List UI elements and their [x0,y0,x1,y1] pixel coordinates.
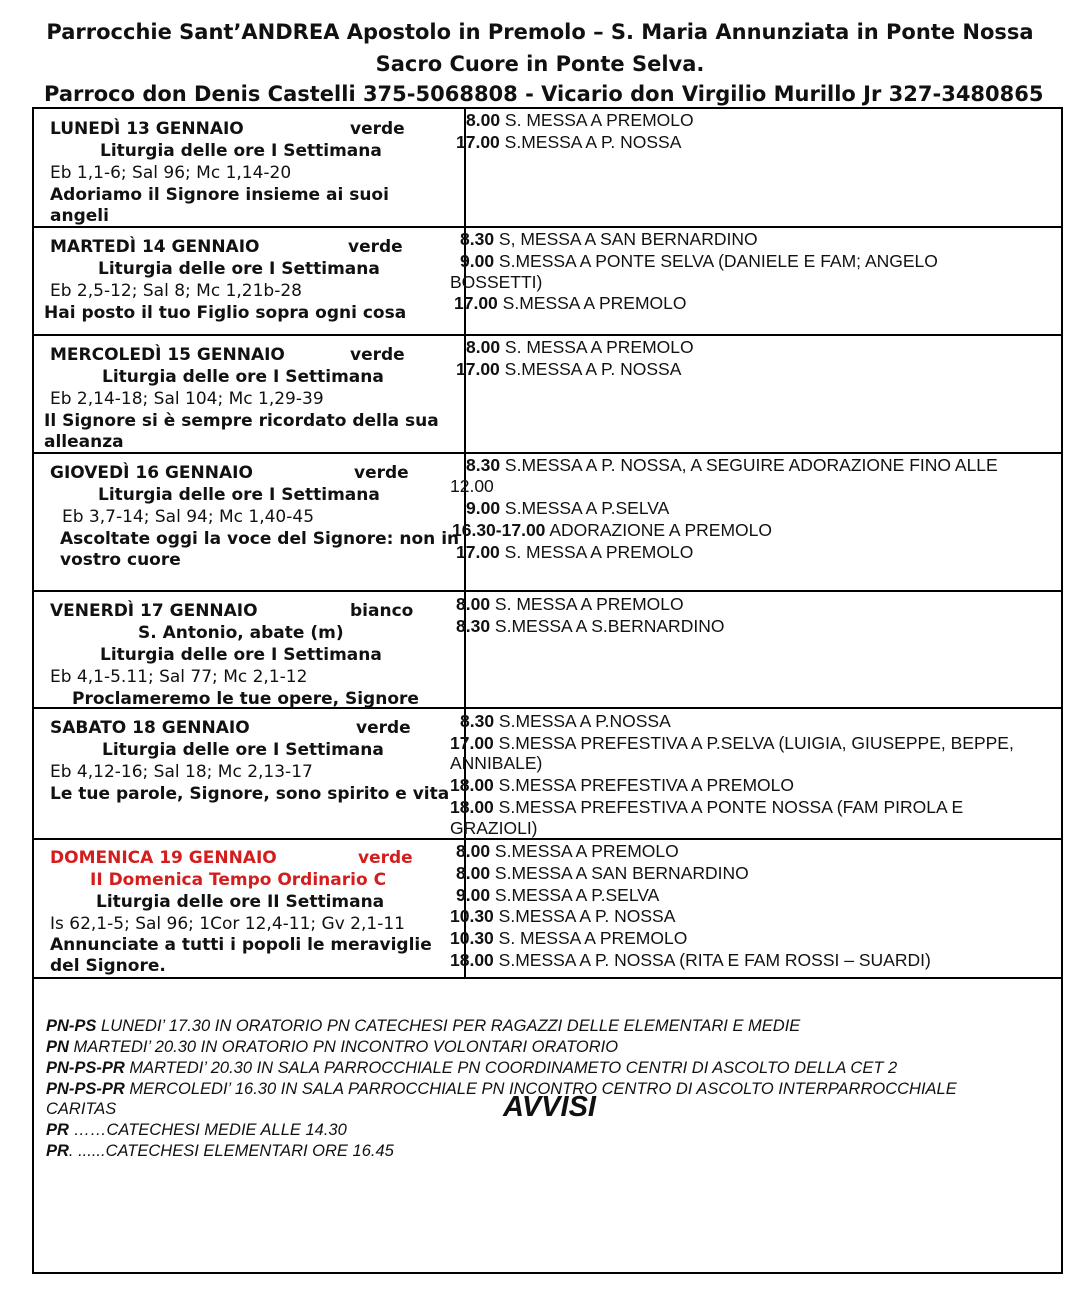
liturgical-color: verde [350,119,405,139]
mass-line: 8.00 S.MESSA A PREMOLO [456,841,679,861]
notice-item: PR ……CATECHESI MEDIE ALLE 14.30 [46,1121,347,1139]
liturgical-color: bianco [350,601,414,621]
liturgical-color: verde [356,718,411,738]
motto-cont: vostro cuore [60,550,181,569]
header-line-3: Parroco don Denis Castelli 375-5068808 - Vicario don Virgilio Murillo Jr 327-3480865 [44,82,1044,106]
row-divider [34,838,1061,840]
notice-item: PN MARTEDI’ 20.30 IN ORATORIO PN INCONTRO VOLONTARI ORATORIO [46,1038,619,1056]
day-title: SABATO 18 GENNAIO [50,718,250,738]
mass-line-cont: GRAZIOLI) [450,818,538,838]
motto-cont: alleanza [44,432,124,452]
motto-cont: del Signore. [50,956,166,976]
schedule-table [32,107,1063,1274]
liturgy-week: Liturgia delle ore I Settimana [98,485,380,505]
mass-line: 17.00 S.MESSA A PREMOLO [454,293,687,313]
mass-line-cont: BOSSETTI) [450,272,543,292]
motto: Le tue parole, Signore, sono spirito e vita [50,784,450,804]
day-title: GIOVEDÌ 16 GENNAIO [50,463,253,483]
mass-line: 8.30 S.MESSA A P.NOSSA [460,711,671,731]
notice-item: PN-PS-PR MERCOLEDI’ 16.30 IN SALA PARROCCHIALE PN INCONTRO CENTRO DI ASCOLTO INTERPARROCCHIALE [46,1080,957,1098]
mass-line: 8.30 S.MESSA A P. NOSSA, A SEGUIRE ADORAZIONE FINO ALLE [466,455,998,475]
liturgy-week: Liturgia delle ore II Settimana [96,892,385,912]
mass-line: 17.00 S.MESSA A P. NOSSA [456,359,682,379]
liturgy-week: Liturgia delle ore I Settimana [100,141,382,161]
row-divider [34,590,1061,592]
mass-line: 8.30 S, MESSA A SAN BERNARDINO [460,229,758,249]
avvisi-title: AVVISI [503,1091,596,1123]
row-divider [34,452,1061,454]
motto: Annunciate a tutti i popoli le meraviglie [50,935,432,955]
feast: II Domenica Tempo Ordinario C [90,870,387,890]
mass-line: 8.30 S.MESSA A S.BERNARDINO [456,616,725,636]
readings: Eb 2,5-12; Sal 8; Mc 1,21b-28 [50,281,302,301]
liturgy-week: Liturgia delle ore I Settimana [98,259,380,279]
mass-line: 9.00 S.MESSA A P.SELVA [456,885,660,905]
readings: Eb 4,1-5.11; Sal 77; Mc 2,1-12 [50,667,308,687]
readings: Eb 4,12-16; Sal 18; Mc 2,13-17 [50,762,313,782]
liturgical-color: verde [350,345,405,365]
row-divider [34,977,1061,979]
mass-line: 10.30 S.MESSA A P. NOSSA [450,906,676,926]
liturgical-color: verde [354,463,409,483]
day-title: VENERDÌ 17 GENNAIO [50,601,258,621]
notice-item: PN-PS LUNEDI’ 17.30 IN ORATORIO PN CATECHESI PER RAGAZZI DELLE ELEMENTARI E MEDIE [46,1017,801,1035]
motto-cont: angeli [50,206,109,226]
readings: Eb 1,1-6; Sal 96; Mc 1,14-20 [50,163,292,183]
mass-line: 17.00 S.MESSA A P. NOSSA [456,132,682,152]
mass-line: 17.00 S.MESSA PREFESTIVA A P.SELVA (LUIGIA, GIUSEPPE, BEPPE, [450,733,1014,753]
liturgy-week: Liturgia delle ore I Settimana [102,367,384,387]
mass-line: 18.00 S.MESSA A P. NOSSA (RITA E FAM ROSSI – SUARDI) [450,950,931,970]
mass-line: 16.30-17.00 ADORAZIONE A PREMOLO [452,520,773,540]
mass-line-cont: 12.00 [450,476,494,496]
day-title: LUNEDÌ 13 GENNAIO [50,119,244,139]
feast: S. Antonio, abate (m) [138,623,344,643]
mass-line: 9.00 S.MESSA A PONTE SELVA (DANIELE E FAM; ANGELO [460,251,938,271]
mass-line-cont: ANNIBALE) [450,753,543,773]
readings: Is 62,1-5; Sal 96; 1Cor 12,4-11; Gv 2,1-11 [50,914,405,934]
mass-line: 18.00 S.MESSA PREFESTIVA A PONTE NOSSA (FAM PIROLA E [450,797,964,817]
row-divider [34,334,1061,336]
header-line-2: Sacro Cuore in Ponte Selva. [375,52,705,76]
motto: Hai posto il tuo Figlio sopra ogni cosa [44,303,407,323]
day-title: MARTEDÌ 14 GENNAIO [50,237,260,257]
motto-clip [34,519,464,569]
day-title: DOMENICA 19 GENNAIO [50,848,277,868]
liturgical-color: verde [358,848,413,868]
mass-line: 8.00 S. MESSA A PREMOLO [456,594,684,614]
readings: Eb 3,7-14; Sal 94; Mc 1,40-45 [62,507,315,527]
motto: Ascoltate oggi la voce del Signore: non in [60,529,460,549]
row-divider [34,226,1061,228]
mass-line: 10.30 S. MESSA A PREMOLO [450,928,688,948]
motto: Adoriamo il Signore insieme ai suoi [50,185,389,205]
notice-item-cont: CARITAS [46,1100,117,1118]
readings: Eb 2,14-18; Sal 104; Mc 1,29-39 [50,389,324,409]
mass-line: 8.00 S. MESSA A PREMOLO [466,337,694,357]
liturgy-week: Liturgia delle ore I Settimana [102,740,384,760]
header-line-1: Parrocchie Sant’ANDREA Apostolo in Premolo – S. Maria Annunziata in Ponte Nossa [46,20,1034,44]
liturgy-week: Liturgia delle ore I Settimana [100,645,382,665]
day-title: MERCOLEDÌ 15 GENNAIO [50,345,285,365]
mass-line: 8.00 S. MESSA A PREMOLO [466,110,694,130]
mass-line: 8.00 S.MESSA A SAN BERNARDINO [456,863,749,883]
mass-line: 9.00 S.MESSA A P.SELVA [466,498,670,518]
motto: Proclameremo le tue opere, Signore [72,689,419,709]
motto: Il Signore si è sempre ricordato della sua [44,411,439,431]
mass-line: 17.00 S. MESSA A PREMOLO [456,542,694,562]
mass-line: 18.00 S.MESSA PREFESTIVA A PREMOLO [450,775,794,795]
notice-item: PR. ......CATECHESI ELEMENTARI ORE 16.45 [46,1142,394,1160]
notice-item: PN-PS-PR MARTEDI’ 20.30 IN SALA PARROCCHIALE PN COORDINAMETO CENTRI DI ASCOLTO DELLA CET 2 [46,1059,898,1077]
liturgical-color: verde [348,237,403,257]
